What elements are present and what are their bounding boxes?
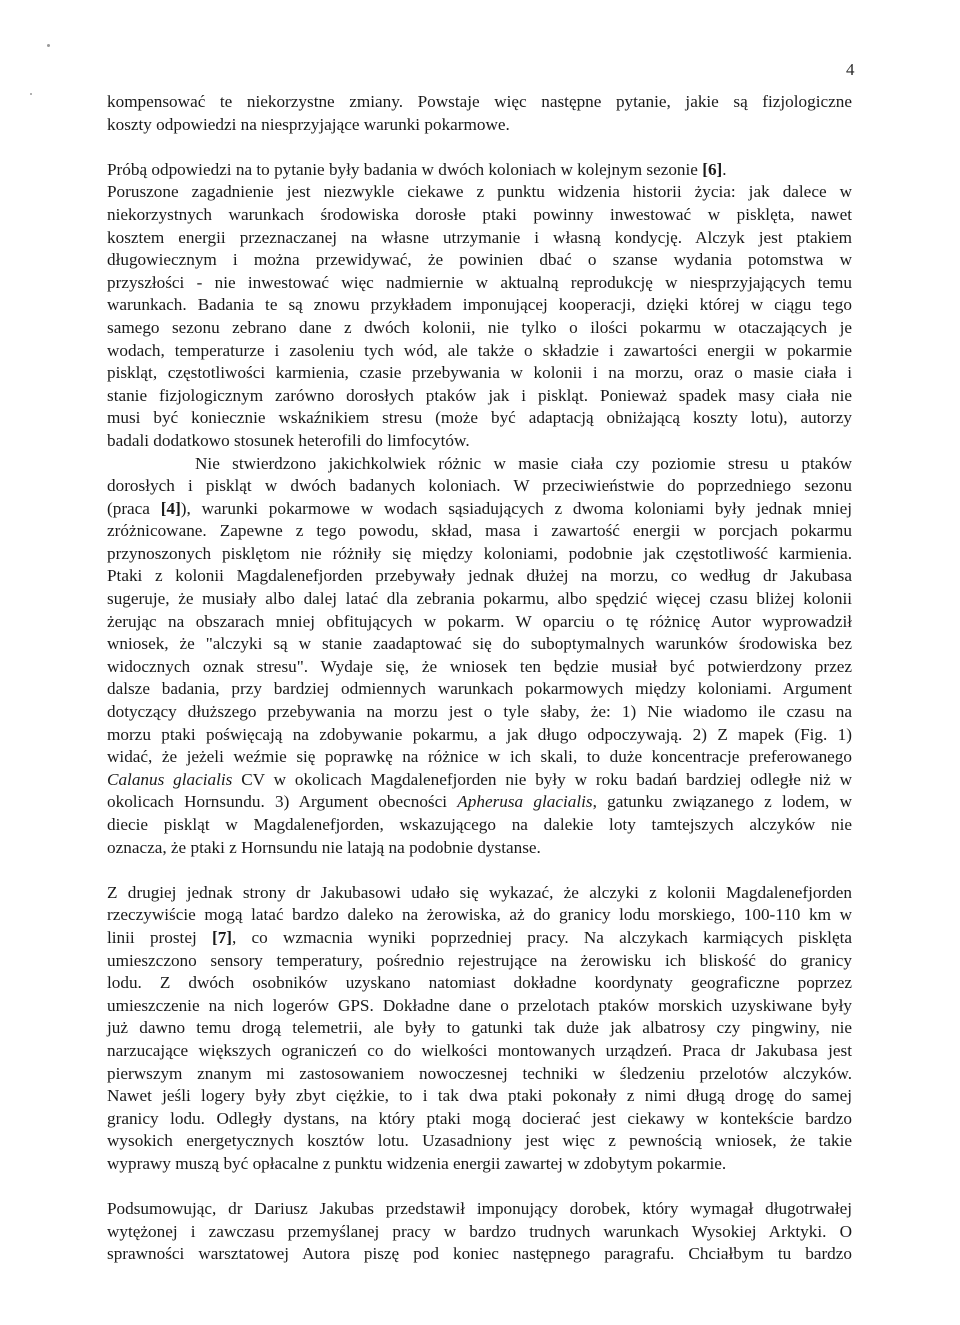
paragraph-gap: [107, 136, 852, 159]
text-line: Podsumowując, dr Dariusz Jakubas przedstawił imponujący dorobek, który wymagał długotrwałej: [107, 1199, 852, 1219]
text-line: linii prostej [7], co wzmacnia wyniki poprzedniej pracy. Na alczykach karmiących pisklęta: [107, 927, 852, 947]
text-line: już dawno temu drogą telemetrii, ale były to gatunki tak duże jak albatrosy czy pingwiny, nie: [107, 1018, 852, 1038]
text-line: granicy lodu. Odległy dystans, na który ptaki mogą docierać jest ciekawy w kontekście bardzo: [107, 1108, 852, 1128]
paragraph: [107, 159, 852, 453]
text-line: sugeruje, że musiały albo dalej latać dla zebrania pokarmu, albo spędzić więcej czasu bliżej kolonii: [107, 589, 852, 609]
text-line: dorosłych i piskląt w dwóch badanych koloniach. W przeciwieństwie do poprzedniego sezonu: [107, 476, 852, 496]
text-line: sprawności warsztatowej Autora piszę pod koniec następnego paragrafu. Chciałbym tu bardzo: [107, 1244, 852, 1264]
text-line: wodach, temperaturze i zasoleniu tych wód, ale także o składzie i zawartości energii w pokarmie: [107, 340, 852, 360]
text-line: wysokich energetycznych kosztów lotu. Uzasadniony jest więc z pewnością wniosek, że takie: [107, 1131, 852, 1151]
text-line: Nie stwierdzono jakichkolwiek różnic w masie ciała czy poziomie stresu u ptaków: [195, 453, 852, 473]
page-number: 4: [846, 60, 855, 79]
paragraph: [107, 882, 852, 1176]
text-line: dalsze badania, przy bardziej odmiennych warunkach pokarmowych między koloniami. Argument: [107, 679, 852, 699]
text-line: zróżnicowane. Zapewne z tego powodu, skład, masa i zawartość energii w porcjach pokarmu: [107, 521, 852, 541]
text-line: umieszczono sensory temperatury, pośrednio rejestrujące na żerowisku ich bliskość do granicy: [107, 950, 852, 970]
text-line: przyszłości - nie inwestować więc nadmiernie w aktualną reprodukcję w niesprzyjających temu: [107, 272, 852, 292]
text-line: przynoszonych pisklętom nie różniły się między koloniami, podobnie jak częstotliwość karmienia.: [107, 543, 852, 563]
document-body: [107, 91, 852, 1266]
text-line: koszty odpowiedzi na niesprzyjające warunki pokarmowe.: [107, 114, 510, 134]
text-line: Z drugiej jednak strony dr Jakubasowi udało się wykazać, że alczyki z kolonii Magdalenefjorden: [107, 882, 852, 902]
text-line: Próbą odpowiedzi na to pytanie były badania w dwóch koloniach w kolejnym sezonie [6].: [107, 159, 727, 179]
text-line: oznacza, że ptaki z Hornsundu nie latają na podobnie dystanse.: [107, 837, 541, 857]
text-line: badali dodatkowo stosunek heterofili do limfocytów.: [107, 430, 470, 450]
text-line: samego sezonu zebrano dane z dwóch kolonii, nie tylko o ilości pokarmu w otaczających je: [107, 317, 852, 337]
text-line: kompensować te niekorzystne zmiany. Powstaje więc następne pytanie, jakie są fizjologiczne: [107, 92, 852, 111]
text-line: pierwszym znanym mi zastosowaniem nowoczesnej techniki w śledzeniu przelotów alczyków.: [107, 1063, 852, 1083]
text-line: żerując na obszarach mniej obfitujących w pokarm. W oparciu o tę różnicę Autor wyprowadził: [107, 611, 852, 631]
text-line: narzucające większych ograniczeń co do wielkości montowanych urządzeń. Praca dr Jakubasa jest: [107, 1040, 852, 1060]
text-line: rzeczywiście mogą latać bardzo daleko na żerowiska, aż do granicy lodu morskiego, 100-110 km w: [107, 905, 852, 925]
text-line: stanie fizjologicznym zarówno dorosłych ptaków jak i piskląt. Ponieważ spadek masy ciała nie: [107, 385, 852, 405]
paragraph-gap: [107, 1176, 852, 1199]
text-line: lodu. Z dwóch osobników uzyskano natomiast dokładne koordynaty geograficzne poprzez: [107, 973, 852, 993]
text-line: (praca [4]), warunki pokarmowe w wodach sąsiadujących z dwoma koloniami były jednak mniej: [107, 498, 852, 518]
text-line: niekorzystnych warunkach środowiska dorosłe ptaki powinny inwestować w pisklęta, nawet: [107, 204, 852, 224]
text-line: wyprawy muszą być opłacalne z punktu widzenia energii zawartej w zdobytym pokarmie.: [107, 1153, 727, 1173]
text-line: wytężonej i zawczasu przemyślanej pracy w bardzo trudnych warunkach Wysokiej Arktyki. O: [107, 1221, 852, 1241]
text-line: umieszczenie na nich logerów GPS. Dokładne dane o przelotach ptaków morskich uzyskiwane były: [107, 995, 852, 1015]
text-line: warunkach. Badania te są znowu przykładem imponującej kooperacji, dzięki której w ciągu tego: [107, 295, 852, 315]
text-line: morzu ptaki poświęcają na zdobywanie pokarmu, a jak długo odpoczywają. 2) Z mapek (Fig. 1): [107, 724, 852, 744]
text-line: wniosek, że "alczyki są w stanie zaadaptować się do suboptymalnych warunków środowiska bez: [107, 634, 852, 654]
paragraph: [107, 453, 852, 860]
text-line: widocznych oznak stresu". Wydaje się, że wniosek ten będzie musiał być potwierdzony przez: [107, 656, 852, 676]
text-line: piskląt, częstotliwości karmienia, czasie przebywania w kolonii i na morzu, oraz o masie ciała i: [107, 363, 852, 383]
text-line: Calanus glacialis CV w okolicach Magdalenefjorden nie były w roku badań bardziej odległe niż w: [107, 769, 852, 789]
text-line: Ptaki z kolonii Magdalenefjorden przebywały jednak dłużej na morzu, co według dr Jakubasa: [107, 566, 852, 586]
text-line: dotyczący dłuższego przebywania na morzu jest o tyle słaby, że: 1) Nie wiadomo ile czasu na: [107, 702, 852, 722]
paragraph: [107, 1198, 852, 1266]
text-line: widać, że jeżeli weźmie się poprawkę na różnice w ich skali, to duże koncentracje preferowanego: [107, 747, 852, 767]
text-line: diecie piskląt w Magdalenefjorden, wskazującego na dalekie loty tamtejszych alczyków nie: [107, 815, 852, 834]
paragraph-gap: [107, 859, 852, 882]
scan-speck: [30, 93, 32, 95]
text-line: Poruszone zagadnienie jest niezwykle ciekawe z punktu widzenia historii życia: jak dalece w: [107, 182, 852, 202]
paragraph: [107, 91, 852, 136]
text-line: Nawet jeśli logery były zbyt ciężkie, to i tak dwa ptaki pokonały z nimi długą drogę do samej: [107, 1086, 852, 1106]
text-line: długowiecznym i można przewidywać, że powinien dbać o szanse wydania potomstwa w: [107, 250, 852, 270]
text-line: musi być koniecznie wskaźnikiem stresu (może być adaptacją obniżającą koszty lotu), autorzy: [107, 408, 852, 428]
text-line: okolicach Hornsundu. 3) Argument obecności Apherusa glacialis, gatunku związanego z lodem, w: [107, 792, 852, 812]
scan-speck: [47, 44, 50, 47]
text-line: kosztem energii przeznaczanej na własne utrzymanie i własną kondycję. Alczyk jest ptakiem: [107, 227, 852, 247]
